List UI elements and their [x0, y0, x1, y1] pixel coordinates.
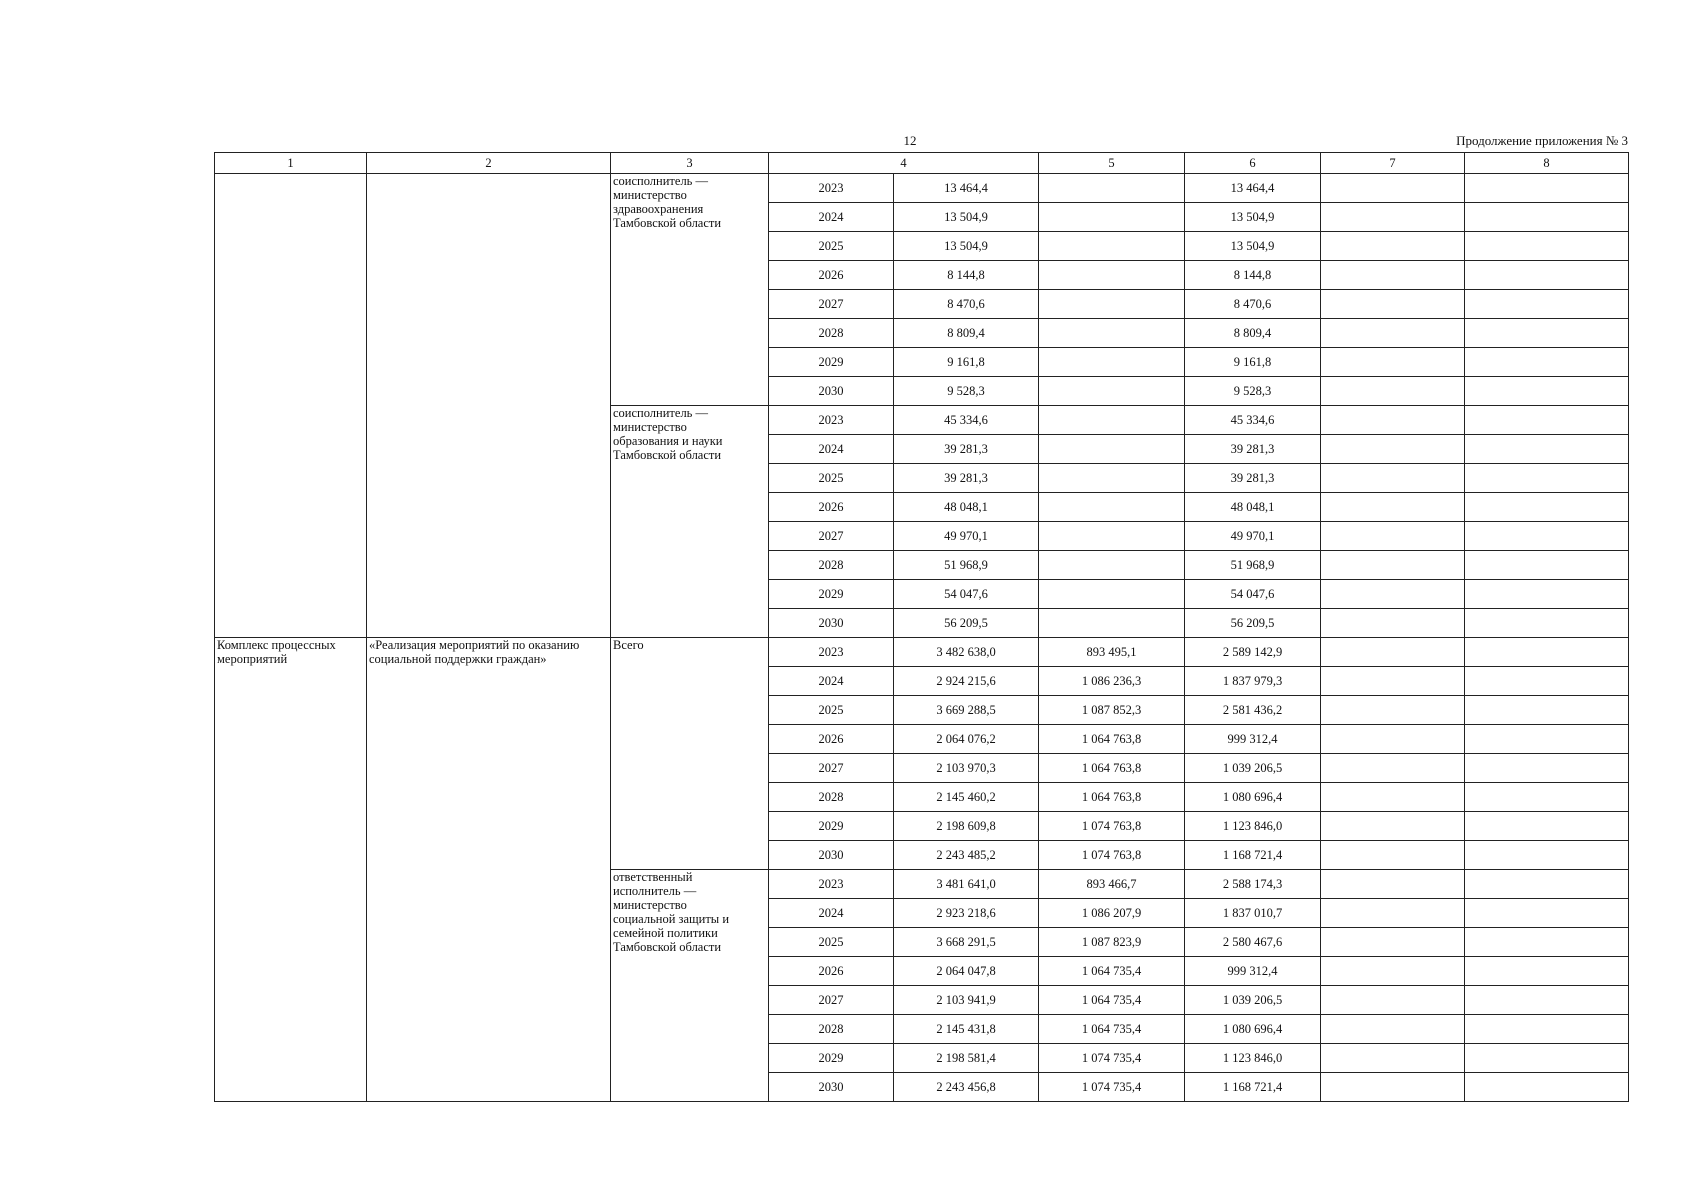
col8-cell: [1465, 841, 1629, 870]
col8-cell: [1465, 290, 1629, 319]
col7-cell: [1321, 957, 1465, 986]
year-cell: 2025: [769, 464, 894, 493]
total-cell: 51 968,9: [894, 551, 1039, 580]
total-cell: 2 103 970,3: [894, 754, 1039, 783]
federal-cell: [1039, 609, 1185, 638]
col7-cell: [1321, 203, 1465, 232]
col7-cell: [1321, 1044, 1465, 1073]
year-cell: 2024: [769, 203, 894, 232]
year-cell: 2024: [769, 899, 894, 928]
total-cell: 13 504,9: [894, 203, 1039, 232]
year-cell: 2028: [769, 319, 894, 348]
col7-cell: [1321, 290, 1465, 319]
total-cell: 3 482 638,0: [894, 638, 1039, 667]
federal-cell: 1 064 735,4: [1039, 957, 1185, 986]
year-cell: 2025: [769, 696, 894, 725]
federal-cell: [1039, 406, 1185, 435]
continuation-note: Продолжение приложения № 3: [1456, 133, 1628, 148]
year-cell: 2028: [769, 1015, 894, 1044]
col8-cell: [1465, 783, 1629, 812]
year-cell: 2024: [769, 435, 894, 464]
total-cell: 9 528,3: [894, 377, 1039, 406]
col8-cell: [1465, 899, 1629, 928]
column-header-6: 6: [1185, 153, 1321, 174]
col8-cell: [1465, 319, 1629, 348]
year-cell: 2030: [769, 1073, 894, 1102]
col7-cell: [1321, 261, 1465, 290]
regional-cell: 1 168 721,4: [1185, 841, 1321, 870]
total-cell: 56 209,5: [894, 609, 1039, 638]
regional-cell: 49 970,1: [1185, 522, 1321, 551]
regional-cell: 13 504,9: [1185, 232, 1321, 261]
federal-cell: [1039, 232, 1185, 261]
regional-cell: 1 123 846,0: [1185, 812, 1321, 841]
col8-cell: [1465, 870, 1629, 899]
col7-cell: [1321, 609, 1465, 638]
col7-cell: [1321, 580, 1465, 609]
col7-cell: [1321, 812, 1465, 841]
total-cell: 45 334,6: [894, 406, 1039, 435]
year-cell: 2027: [769, 754, 894, 783]
federal-cell: 1 087 852,3: [1039, 696, 1185, 725]
col7-cell: [1321, 319, 1465, 348]
year-cell: 2027: [769, 290, 894, 319]
regional-cell: 54 047,6: [1185, 580, 1321, 609]
regional-cell: 39 281,3: [1185, 435, 1321, 464]
regional-cell: 8 809,4: [1185, 319, 1321, 348]
total-cell: 2 064 047,8: [894, 957, 1039, 986]
col8-cell: [1465, 696, 1629, 725]
regional-cell: 2 580 467,6: [1185, 928, 1321, 957]
regional-cell: 999 312,4: [1185, 725, 1321, 754]
total-cell: 8 809,4: [894, 319, 1039, 348]
table-body: [215, 174, 1629, 1102]
program-name-cell: [367, 174, 611, 638]
regional-cell: 1 123 846,0: [1185, 1044, 1321, 1073]
federal-cell: 1 064 735,4: [1039, 986, 1185, 1015]
col7-cell: [1321, 638, 1465, 667]
total-cell: 48 048,1: [894, 493, 1039, 522]
total-cell: 2 923 218,6: [894, 899, 1039, 928]
year-cell: 2023: [769, 870, 894, 899]
federal-cell: [1039, 174, 1185, 203]
federal-cell: [1039, 319, 1185, 348]
col7-cell: [1321, 986, 1465, 1015]
col8-cell: [1465, 1044, 1629, 1073]
total-cell: 2 243 485,2: [894, 841, 1039, 870]
year-cell: 2030: [769, 377, 894, 406]
col8-cell: [1465, 232, 1629, 261]
total-cell: 2 145 460,2: [894, 783, 1039, 812]
year-cell: 2025: [769, 928, 894, 957]
regional-cell: 999 312,4: [1185, 957, 1321, 986]
executor-cell: соисполнитель — министерство здравоохранения Тамбовской области: [611, 174, 769, 406]
federal-cell: 1 064 763,8: [1039, 783, 1185, 812]
federal-cell: 1 064 763,8: [1039, 754, 1185, 783]
col7-cell: [1321, 667, 1465, 696]
regional-cell: 1 039 206,5: [1185, 986, 1321, 1015]
federal-cell: 893 495,1: [1039, 638, 1185, 667]
column-number-row: [215, 153, 1629, 174]
regional-cell: 39 281,3: [1185, 464, 1321, 493]
year-cell: 2026: [769, 725, 894, 754]
table-row: [215, 174, 1629, 203]
year-cell: 2023: [769, 638, 894, 667]
total-cell: 3 481 641,0: [894, 870, 1039, 899]
total-cell: 2 198 609,8: [894, 812, 1039, 841]
col8-cell: [1465, 348, 1629, 377]
total-cell: 2 145 431,8: [894, 1015, 1039, 1044]
regional-cell: 51 968,9: [1185, 551, 1321, 580]
regional-cell: 2 588 174,3: [1185, 870, 1321, 899]
col7-cell: [1321, 1073, 1465, 1102]
total-cell: 39 281,3: [894, 464, 1039, 493]
federal-cell: 1 086 207,9: [1039, 899, 1185, 928]
col8-cell: [1465, 754, 1629, 783]
col8-cell: [1465, 638, 1629, 667]
program-name-cell: «Реализация мероприятий по оказанию социальной поддержки граждан»: [367, 638, 611, 1102]
regional-cell: 2 581 436,2: [1185, 696, 1321, 725]
regional-cell: 1 080 696,4: [1185, 1015, 1321, 1044]
page-number: 12: [903, 133, 917, 148]
year-cell: 2026: [769, 493, 894, 522]
total-cell: 13 464,4: [894, 174, 1039, 203]
col8-cell: [1465, 812, 1629, 841]
column-header-7: 7: [1321, 153, 1465, 174]
col8-cell: [1465, 464, 1629, 493]
total-cell: 3 669 288,5: [894, 696, 1039, 725]
funding-table: [214, 152, 1629, 1102]
federal-cell: 893 466,7: [1039, 870, 1185, 899]
category-cell: [215, 174, 367, 638]
col7-cell: [1321, 377, 1465, 406]
federal-cell: 1 074 735,4: [1039, 1044, 1185, 1073]
col8-cell: [1465, 1015, 1629, 1044]
federal-cell: [1039, 348, 1185, 377]
col7-cell: [1321, 754, 1465, 783]
col8-cell: [1465, 957, 1629, 986]
regional-cell: 1 168 721,4: [1185, 1073, 1321, 1102]
year-cell: 2030: [769, 609, 894, 638]
col8-cell: [1465, 174, 1629, 203]
federal-cell: [1039, 290, 1185, 319]
year-cell: 2027: [769, 522, 894, 551]
total-cell: 9 161,8: [894, 348, 1039, 377]
total-cell: 54 047,6: [894, 580, 1039, 609]
executor-cell: ответственный исполнитель — министерство социальной защиты и семейной политики Тамбовской области: [611, 870, 769, 1102]
federal-cell: [1039, 464, 1185, 493]
federal-cell: 1 074 763,8: [1039, 841, 1185, 870]
total-cell: 2 064 076,2: [894, 725, 1039, 754]
category-cell: Комплекс процессных мероприятий: [215, 638, 367, 1102]
col7-cell: [1321, 870, 1465, 899]
col7-cell: [1321, 928, 1465, 957]
year-cell: 2029: [769, 580, 894, 609]
col7-cell: [1321, 348, 1465, 377]
regional-cell: 2 589 142,9: [1185, 638, 1321, 667]
regional-cell: 13 464,4: [1185, 174, 1321, 203]
year-cell: 2029: [769, 1044, 894, 1073]
col8-cell: [1465, 406, 1629, 435]
federal-cell: [1039, 580, 1185, 609]
federal-cell: [1039, 261, 1185, 290]
regional-cell: 1 837 010,7: [1185, 899, 1321, 928]
regional-cell: 9 161,8: [1185, 348, 1321, 377]
col7-cell: [1321, 783, 1465, 812]
total-cell: 8 144,8: [894, 261, 1039, 290]
total-cell: 39 281,3: [894, 435, 1039, 464]
col7-cell: [1321, 899, 1465, 928]
col8-cell: [1465, 551, 1629, 580]
regional-cell: 48 048,1: [1185, 493, 1321, 522]
regional-cell: 45 334,6: [1185, 406, 1321, 435]
year-cell: 2029: [769, 348, 894, 377]
col7-cell: [1321, 1015, 1465, 1044]
col7-cell: [1321, 522, 1465, 551]
column-header-1: 1: [215, 153, 367, 174]
federal-cell: [1039, 551, 1185, 580]
total-cell: 3 668 291,5: [894, 928, 1039, 957]
col7-cell: [1321, 493, 1465, 522]
federal-cell: [1039, 435, 1185, 464]
executor-cell: соисполнитель — министерство образования и науки Тамбовской области: [611, 406, 769, 638]
regional-cell: 1 039 206,5: [1185, 754, 1321, 783]
col8-cell: [1465, 580, 1629, 609]
col8-cell: [1465, 493, 1629, 522]
column-header-2: 2: [367, 153, 611, 174]
federal-cell: 1 087 823,9: [1039, 928, 1185, 957]
col8-cell: [1465, 261, 1629, 290]
regional-cell: 9 528,3: [1185, 377, 1321, 406]
total-cell: 2 243 456,8: [894, 1073, 1039, 1102]
col7-cell: [1321, 841, 1465, 870]
year-cell: 2029: [769, 812, 894, 841]
total-cell: 2 198 581,4: [894, 1044, 1039, 1073]
federal-cell: 1 074 763,8: [1039, 812, 1185, 841]
col8-cell: [1465, 1073, 1629, 1102]
column-header-4: 4: [769, 153, 1039, 174]
column-header-3: 3: [611, 153, 769, 174]
federal-cell: [1039, 493, 1185, 522]
total-cell: 2 924 215,6: [894, 667, 1039, 696]
regional-cell: 13 504,9: [1185, 203, 1321, 232]
table-row: [215, 638, 1629, 667]
col7-cell: [1321, 232, 1465, 261]
col8-cell: [1465, 725, 1629, 754]
federal-cell: [1039, 522, 1185, 551]
total-cell: 13 504,9: [894, 232, 1039, 261]
total-cell: 2 103 941,9: [894, 986, 1039, 1015]
year-cell: 2027: [769, 986, 894, 1015]
year-cell: 2028: [769, 783, 894, 812]
col8-cell: [1465, 203, 1629, 232]
regional-cell: 8 470,6: [1185, 290, 1321, 319]
year-cell: 2030: [769, 841, 894, 870]
regional-cell: 56 209,5: [1185, 609, 1321, 638]
column-header-5: 5: [1039, 153, 1185, 174]
regional-cell: 1 837 979,3: [1185, 667, 1321, 696]
total-cell: 49 970,1: [894, 522, 1039, 551]
col7-cell: [1321, 464, 1465, 493]
federal-cell: [1039, 203, 1185, 232]
year-cell: 2023: [769, 174, 894, 203]
col8-cell: [1465, 522, 1629, 551]
regional-cell: 8 144,8: [1185, 261, 1321, 290]
year-cell: 2026: [769, 957, 894, 986]
col7-cell: [1321, 696, 1465, 725]
executor-cell: Всего: [611, 638, 769, 870]
col7-cell: [1321, 406, 1465, 435]
federal-cell: [1039, 377, 1185, 406]
col8-cell: [1465, 928, 1629, 957]
col7-cell: [1321, 725, 1465, 754]
col8-cell: [1465, 377, 1629, 406]
col8-cell: [1465, 435, 1629, 464]
col7-cell: [1321, 551, 1465, 580]
col7-cell: [1321, 435, 1465, 464]
total-cell: 8 470,6: [894, 290, 1039, 319]
federal-cell: 1 074 735,4: [1039, 1073, 1185, 1102]
year-cell: 2025: [769, 232, 894, 261]
year-cell: 2023: [769, 406, 894, 435]
federal-cell: 1 086 236,3: [1039, 667, 1185, 696]
federal-cell: 1 064 735,4: [1039, 1015, 1185, 1044]
year-cell: 2026: [769, 261, 894, 290]
col7-cell: [1321, 174, 1465, 203]
federal-cell: 1 064 763,8: [1039, 725, 1185, 754]
regional-cell: 1 080 696,4: [1185, 783, 1321, 812]
column-header-8: 8: [1465, 153, 1629, 174]
year-cell: 2024: [769, 667, 894, 696]
col8-cell: [1465, 667, 1629, 696]
col8-cell: [1465, 609, 1629, 638]
col8-cell: [1465, 986, 1629, 1015]
year-cell: 2028: [769, 551, 894, 580]
